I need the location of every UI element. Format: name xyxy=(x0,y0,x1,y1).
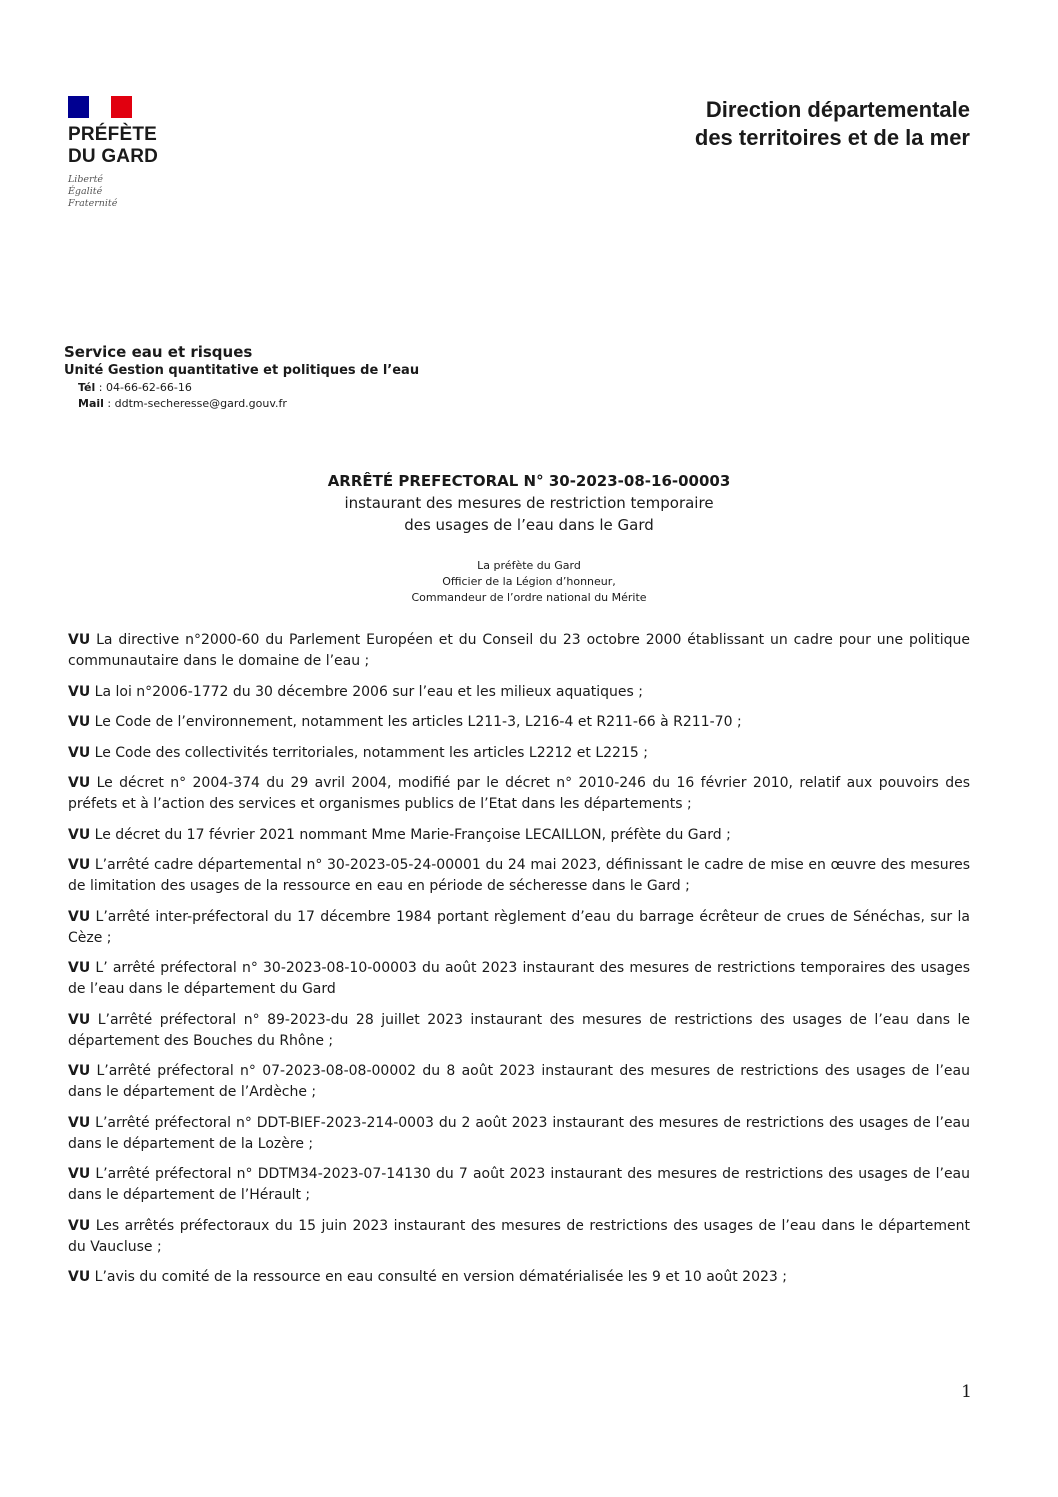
direction-line1: Direction départementale xyxy=(705,97,970,122)
consideration-item xyxy=(68,1267,970,1288)
motto-egalite: Égalité xyxy=(68,186,103,197)
consideration-item xyxy=(68,855,970,897)
consideration-text: La loi n°2006-1772 du 30 décembre 2006 sur l’eau et les milieux aquatiques ; xyxy=(94,683,644,700)
mail-line xyxy=(64,396,664,412)
authority-line1: La préfète du Gard xyxy=(477,559,581,572)
arrete-subtitle-line2: des usages de l’eau dans le Gard xyxy=(404,516,654,534)
vu-label: VU xyxy=(68,714,91,730)
vu-label: VU xyxy=(68,775,91,791)
consideration-item xyxy=(68,1216,970,1258)
arrete-title: ARRÊTÉ PREFECTORAL N° 30-2023-08-16-00003 xyxy=(327,472,731,490)
consideration-item xyxy=(68,743,970,764)
vu-label: VU xyxy=(68,960,91,976)
consideration-text: Les arrêtés préfectoraux du 15 juin 2023 instaurant des mesures de restrictions des usages de l’eau dans le département du Vaucluse ; xyxy=(68,1217,970,1255)
vu-label: VU xyxy=(68,632,91,648)
consideration-item xyxy=(68,630,970,672)
mail-label: Mail xyxy=(78,397,104,410)
consideration-item xyxy=(68,958,970,1000)
mail-value: : ddtm-secheresse@gard.gouv.fr xyxy=(103,397,287,410)
consideration-item xyxy=(68,907,970,949)
consideration-text: L’arrêté préfectoral n° 07-2023-08-08-00002 du 8 août 2023 instaurant des mesures de restrictions des usages de l’eau dans le département de l’Ardèche ; xyxy=(68,1063,970,1100)
french-flag-icon xyxy=(68,96,132,118)
logo-title-line1: PRÉFÈTE xyxy=(68,124,158,145)
vu-label: VU xyxy=(68,826,91,843)
arrete-title-block xyxy=(0,470,1058,536)
consideration-item xyxy=(68,1164,970,1206)
unit-name: Unité Gestion quantitative et politiques de l’eau xyxy=(64,363,420,378)
consideration-text: L’arrêté préfectoral n° DDTM34-2023-07-14130 du 7 août 2023 instaurant des mesures de restrictions des usages de l’eau dans le département de l’Hérault ; xyxy=(68,1166,971,1203)
vu-label: VU xyxy=(68,908,91,925)
phone-value: : 04-66-62-66-16 xyxy=(95,381,192,394)
prefecture-logo xyxy=(68,96,208,210)
consideration-item xyxy=(68,1010,970,1052)
consideration-item xyxy=(68,682,970,703)
consideration-text: L’arrêté cadre départemental n° 30-2023-05-24-00001 du 24 mai 2023, définissant le cadre de mise en œuvre des mesures de limitation des usages de la ressource en eau en période de sécheresse dans le Gard ; xyxy=(68,857,971,894)
consideration-text: L’arrêté préfectoral n° DDT-BIEF-2023-214-0003 du 2 août 2023 instaurant des mesures de restrictions des usages de l’eau dans le département de la Lozère ; xyxy=(68,1114,971,1152)
consideration-item xyxy=(68,1061,970,1103)
consideration-text: Le Code des collectivités territoriales, notamment les articles L2212 et L2215 ; xyxy=(94,744,648,761)
vu-label: VU xyxy=(68,857,91,873)
consideration-text: Le décret n° 2004-374 du 29 avril 2004, modifié par le décret n° 2010-246 du 16 février 2010, relatif aux pouvoirs des préfets et à l’action des services et organismes publics de l’Etat dans les départements ; xyxy=(68,775,970,812)
authority-block xyxy=(0,558,1058,606)
vu-label: VU xyxy=(68,1011,91,1028)
consideration-item xyxy=(68,773,970,815)
motto-fraternite: Fraternité xyxy=(68,198,118,209)
phone-label: Tél xyxy=(78,381,96,394)
consideration-text: La directive n°2000-60 du Parlement Européen et du Conseil du 23 octobre 2000 établissant un cadre pour une politique communautaire dans le domaine de l’eau ; xyxy=(68,632,970,669)
vu-label: VU xyxy=(68,1063,91,1079)
service-block xyxy=(64,342,664,412)
service-name: Service eau et risques xyxy=(64,343,253,361)
considerations-list xyxy=(68,630,970,1298)
motto-liberte: Liberté xyxy=(68,174,104,185)
vu-label: VU xyxy=(68,1166,91,1182)
consideration-item xyxy=(68,712,970,733)
vu-label: VU xyxy=(68,683,91,700)
vu-label: VU xyxy=(68,744,91,761)
republic-motto xyxy=(68,174,208,210)
consideration-text: L’ arrêté préfectoral n° 30-2023-08-10-00003 du août 2023 instaurant des mesures de restrictions temporaires des usages de l’eau dans le département du Gard xyxy=(68,960,970,997)
consideration-text: L’arrêté préfectoral n° 89-2023-du 28 juillet 2023 instaurant des mesures de restrictions des usages de l’eau dans le département des Bouches du Rhône ; xyxy=(68,1011,970,1049)
consideration-text: L’arrêté inter-préfectoral du 17 décembre 1984 portant règlement d’eau du barrage écrêteur de crues de Sénéchas, sur la Cèze ; xyxy=(68,908,970,946)
vu-label: VU xyxy=(68,1217,91,1234)
authority-line3: Commandeur de l’ordre national du Mérite xyxy=(411,591,647,604)
direction-line2: des territoires et de la mer xyxy=(694,125,970,150)
consideration-text: L’avis du comité de la ressource en eau consulté en version dématérialisée les 9 et 10 août 2023 ; xyxy=(94,1269,787,1285)
consideration-item xyxy=(68,1113,970,1155)
consideration-text: Le décret du 17 février 2021 nommant Mme Marie-Françoise LECAILLON, préfète du Gard ; xyxy=(94,826,731,843)
authority-line2: Officier de la Légion d’honneur, xyxy=(442,575,616,588)
logo-title-line2: DU GARD xyxy=(68,146,159,167)
phone-line xyxy=(64,380,664,396)
vu-label: VU xyxy=(68,1114,91,1131)
vu-label: VU xyxy=(68,1269,91,1285)
arrete-subtitle-line1: instaurant des mesures de restriction temporaire xyxy=(344,494,714,512)
consideration-item xyxy=(68,825,970,846)
consideration-text: Le Code de l’environnement, notamment les articles L211-3, L216-4 et R211-66 à R211-70 ; xyxy=(94,714,742,730)
direction-heading xyxy=(550,96,970,152)
page-number: 1 xyxy=(961,1382,972,1402)
